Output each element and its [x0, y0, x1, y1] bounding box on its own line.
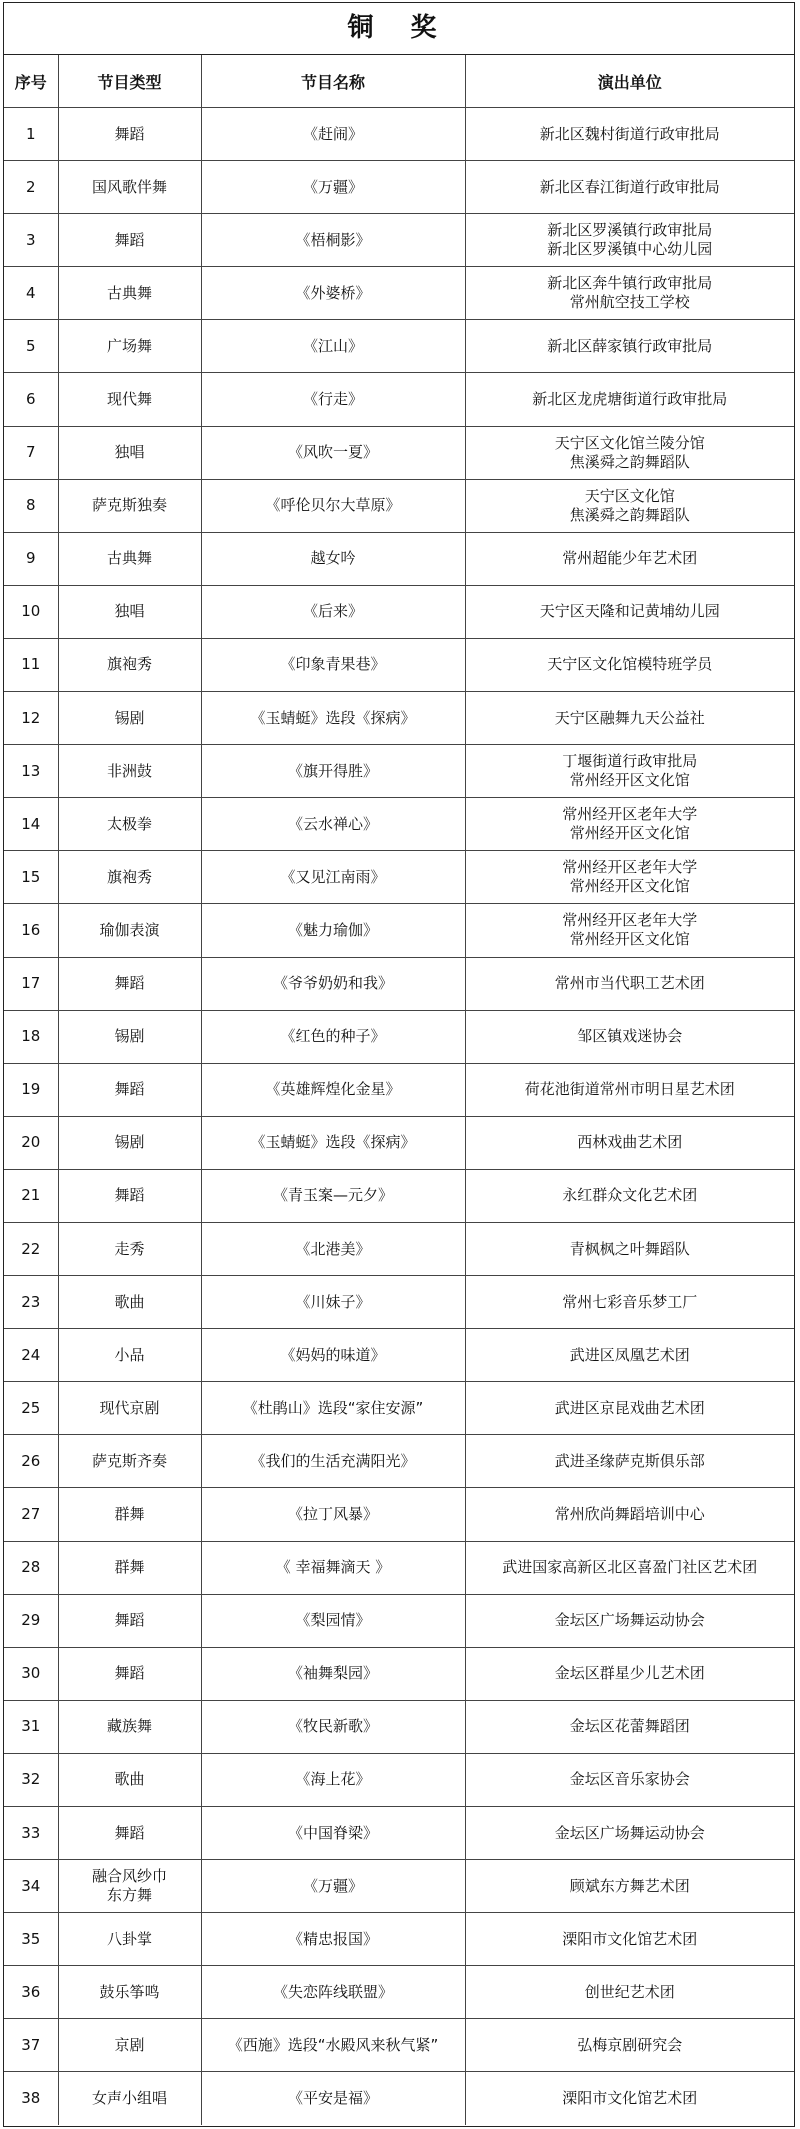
type-line: 旗袍秀 — [106, 867, 152, 886]
cell-type — [58, 1329, 201, 1382]
table-row — [4, 692, 794, 745]
cell-unit — [465, 532, 794, 585]
cell-unit — [465, 798, 794, 851]
table-row — [4, 426, 794, 479]
cell-unit — [465, 161, 794, 214]
unit-line: 溧阳市文化馆艺术团 — [562, 1929, 698, 1948]
type-line: 瑜伽表演 — [99, 920, 160, 939]
unit-line: 常州经开区老年大学 — [562, 858, 698, 877]
type-line: 舞蹈 — [114, 1664, 145, 1683]
cell-name: 《江山》 — [201, 320, 465, 373]
cell-unit — [465, 1594, 794, 1647]
cell-type — [58, 532, 201, 585]
type-line: 锡剧 — [114, 1133, 145, 1152]
unit-line: 邹区镇戏迷协会 — [577, 1027, 683, 1046]
unit-line: 武进国家高新区北区喜盈门社区艺术团 — [502, 1558, 758, 1577]
table-row — [4, 1116, 794, 1169]
cell-no: 28 — [4, 1541, 58, 1594]
cell-no: 29 — [4, 1594, 58, 1647]
cell-type — [58, 851, 201, 904]
cell-unit — [465, 1913, 794, 1966]
cell-name: 《梧桐影》 — [201, 214, 465, 267]
cell-no: 3 — [4, 214, 58, 267]
table-row — [4, 1382, 794, 1435]
unit-line: 新北区薛家镇行政审批局 — [547, 336, 713, 355]
table-body — [4, 108, 794, 2125]
cell-no: 7 — [4, 426, 58, 479]
cell-unit — [465, 1807, 794, 1860]
unit-line: 弘梅京剧研究会 — [577, 2035, 683, 2054]
table-row — [4, 745, 794, 798]
type-line: 融合风纱巾 — [91, 1867, 167, 1886]
unit-line: 武进区凤凰艺术团 — [569, 1345, 690, 1364]
award-table — [4, 55, 794, 2125]
cell-name: 《赶闹》 — [201, 108, 465, 161]
cell-name: 《平安是福》 — [201, 2072, 465, 2125]
type-line: 非洲鼓 — [106, 761, 152, 780]
cell-name: 《 幸福舞滴天 》 — [201, 1541, 465, 1594]
cell-type — [58, 1488, 201, 1541]
unit-line: 天宁区文化馆模特班学员 — [547, 655, 713, 674]
unit-line: 天宁区文化馆兰陵分馆 — [554, 433, 705, 452]
table-row — [4, 1435, 794, 1488]
table-row — [4, 2019, 794, 2072]
type-line: 群舞 — [114, 1504, 145, 1523]
table-row — [4, 161, 794, 214]
type-line: 现代舞 — [106, 390, 152, 409]
cell-type — [58, 373, 201, 426]
cell-unit — [465, 1647, 794, 1700]
cell-unit — [465, 1860, 794, 1913]
cell-no: 22 — [4, 1222, 58, 1275]
cell-name: 《川妹子》 — [201, 1276, 465, 1329]
cell-name: 《失恋阵线联盟》 — [201, 1966, 465, 2019]
table-row — [4, 1488, 794, 1541]
unit-line: 创世纪艺术团 — [584, 1982, 675, 2001]
unit-line: 常州七彩音乐梦工厂 — [562, 1292, 698, 1311]
cell-unit — [465, 638, 794, 691]
table-row — [4, 904, 794, 957]
type-line: 小品 — [114, 1345, 145, 1364]
unit-line: 永红群众文化艺术团 — [562, 1186, 698, 1205]
cell-unit — [465, 1700, 794, 1753]
table-row — [4, 1753, 794, 1806]
cell-name: 《我们的生活充满阳光》 — [201, 1435, 465, 1488]
cell-unit — [465, 957, 794, 1010]
cell-unit — [465, 1488, 794, 1541]
cell-type — [58, 1913, 201, 1966]
table-row — [4, 1222, 794, 1275]
table-title: 铜 奖 — [4, 3, 794, 55]
unit-line: 天宁区文化馆 — [584, 486, 675, 505]
cell-no: 13 — [4, 745, 58, 798]
cell-type — [58, 957, 201, 1010]
unit-line: 常州超能少年艺术团 — [562, 549, 698, 568]
unit-line: 青枫枫之叶舞蹈队 — [569, 1239, 690, 1258]
cell-type — [58, 479, 201, 532]
cell-no: 15 — [4, 851, 58, 904]
table-row — [4, 1807, 794, 1860]
cell-type — [58, 745, 201, 798]
cell-type — [58, 585, 201, 638]
table-row — [4, 585, 794, 638]
cell-type — [58, 1594, 201, 1647]
table-row — [4, 1063, 794, 1116]
cell-no: 32 — [4, 1753, 58, 1806]
cell-name: 《玉蜻蜓》选段《探病》 — [201, 692, 465, 745]
table-row — [4, 479, 794, 532]
cell-unit — [465, 1435, 794, 1488]
cell-type — [58, 214, 201, 267]
cell-no: 20 — [4, 1116, 58, 1169]
type-line: 古典舞 — [106, 283, 152, 302]
cell-no: 31 — [4, 1700, 58, 1753]
table-row — [4, 1541, 794, 1594]
cell-unit — [465, 1329, 794, 1382]
unit-line: 顾斌东方舞艺术团 — [569, 1876, 690, 1895]
cell-type — [58, 1966, 201, 2019]
type-line: 群舞 — [114, 1558, 145, 1577]
cell-unit — [465, 2072, 794, 2125]
cell-name: 《中国脊梁》 — [201, 1807, 465, 1860]
cell-name: 《拉丁风暴》 — [201, 1488, 465, 1541]
cell-unit — [465, 320, 794, 373]
table-row — [4, 1276, 794, 1329]
table-row — [4, 1010, 794, 1063]
cell-name: 《旗开得胜》 — [201, 745, 465, 798]
unit-line: 金坛区音乐家协会 — [569, 1770, 690, 1789]
unit-line: 新北区奔牛镇行政审批局 — [547, 274, 713, 293]
unit-line: 武进区京昆戏曲艺术团 — [554, 1398, 705, 1417]
cell-no: 18 — [4, 1010, 58, 1063]
cell-type — [58, 426, 201, 479]
unit-line: 焦溪舜之韵舞蹈队 — [569, 505, 690, 524]
cell-type — [58, 1276, 201, 1329]
unit-line: 常州经开区文化馆 — [569, 930, 690, 949]
cell-type — [58, 1807, 201, 1860]
unit-line: 金坛区广场舞运动协会 — [554, 1611, 705, 1630]
unit-line: 新北区罗溪镇中心幼儿园 — [547, 240, 713, 259]
table-row — [4, 798, 794, 851]
type-line: 锡剧 — [114, 1027, 145, 1046]
header-unit: 演出单位 — [465, 55, 794, 108]
unit-line: 常州欣尚舞蹈培训中心 — [554, 1504, 705, 1523]
table-row — [4, 320, 794, 373]
cell-unit — [465, 1063, 794, 1116]
cell-unit — [465, 1010, 794, 1063]
cell-name: 《万疆》 — [201, 161, 465, 214]
cell-no: 25 — [4, 1382, 58, 1435]
table-row — [4, 1966, 794, 2019]
type-line: 独唱 — [114, 443, 145, 462]
cell-unit — [465, 1966, 794, 2019]
cell-type — [58, 798, 201, 851]
unit-line: 常州经开区老年大学 — [562, 911, 698, 930]
cell-no: 24 — [4, 1329, 58, 1382]
unit-line: 武进圣缘萨克斯俱乐部 — [554, 1451, 705, 1470]
cell-name: 《云水禅心》 — [201, 798, 465, 851]
unit-line: 常州市当代职工艺术团 — [554, 974, 705, 993]
cell-name: 《后来》 — [201, 585, 465, 638]
header-no: 序号 — [4, 55, 58, 108]
unit-line: 新北区魏村街道行政审批局 — [539, 124, 720, 143]
type-line: 藏族舞 — [106, 1717, 152, 1736]
type-line: 萨克斯齐奏 — [91, 1451, 167, 1470]
cell-type — [58, 1063, 201, 1116]
cell-name: 《西施》选段“水殿风来秋气紧” — [201, 2019, 465, 2072]
unit-line: 常州经开区文化馆 — [569, 824, 690, 843]
cell-unit — [465, 1222, 794, 1275]
type-line: 歌曲 — [114, 1770, 145, 1789]
unit-line: 新北区龙虎塘街道行政审批局 — [532, 390, 728, 409]
cell-type — [58, 904, 201, 957]
cell-type — [58, 320, 201, 373]
table-row — [4, 373, 794, 426]
table-row — [4, 638, 794, 691]
cell-name: 《万疆》 — [201, 1860, 465, 1913]
type-line: 走秀 — [114, 1239, 145, 1258]
cell-name: 越女吟 — [201, 532, 465, 585]
cell-type — [58, 2072, 201, 2125]
unit-line: 常州航空技工学校 — [569, 293, 690, 312]
cell-type — [58, 1010, 201, 1063]
table-row — [4, 1860, 794, 1913]
cell-unit — [465, 214, 794, 267]
type-line: 女声小组唱 — [91, 2089, 167, 2108]
header-type: 节目类型 — [58, 55, 201, 108]
table-row — [4, 267, 794, 320]
unit-line: 天宁区融舞九天公益社 — [554, 708, 705, 727]
cell-unit — [465, 373, 794, 426]
cell-unit — [465, 745, 794, 798]
unit-line: 常州经开区文化馆 — [569, 877, 690, 896]
cell-no: 23 — [4, 1276, 58, 1329]
cell-type — [58, 1753, 201, 1806]
unit-line: 新北区春江街道行政审批局 — [539, 177, 720, 196]
cell-unit — [465, 851, 794, 904]
cell-no: 17 — [4, 957, 58, 1010]
cell-name: 《又见江南雨》 — [201, 851, 465, 904]
cell-unit — [465, 108, 794, 161]
cell-type — [58, 1541, 201, 1594]
type-line: 东方舞 — [106, 1886, 152, 1905]
table-row — [4, 214, 794, 267]
cell-name: 《妈妈的味道》 — [201, 1329, 465, 1382]
cell-unit — [465, 426, 794, 479]
cell-unit — [465, 1169, 794, 1222]
table-row — [4, 957, 794, 1010]
cell-name: 《呼伦贝尔大草原》 — [201, 479, 465, 532]
cell-type — [58, 692, 201, 745]
cell-name: 《行走》 — [201, 373, 465, 426]
cell-unit — [465, 1382, 794, 1435]
type-line: 国风歌伴舞 — [91, 177, 167, 196]
table-row — [4, 1329, 794, 1382]
type-line: 独唱 — [114, 602, 145, 621]
cell-no: 2 — [4, 161, 58, 214]
cell-no: 26 — [4, 1435, 58, 1488]
cell-name: 《北港美》 — [201, 1222, 465, 1275]
unit-line: 丁堰街道行政审批局 — [562, 752, 698, 771]
cell-type — [58, 267, 201, 320]
unit-line: 常州经开区老年大学 — [562, 805, 698, 824]
unit-line: 新北区罗溪镇行政审批局 — [547, 221, 713, 240]
unit-line: 天宁区天隆和记黄埔幼儿园 — [539, 602, 720, 621]
table-row — [4, 108, 794, 161]
cell-no: 33 — [4, 1807, 58, 1860]
type-line: 舞蹈 — [114, 124, 145, 143]
type-line: 萨克斯独奏 — [91, 496, 167, 515]
type-line: 舞蹈 — [114, 1186, 145, 1205]
cell-no: 11 — [4, 638, 58, 691]
cell-no: 12 — [4, 692, 58, 745]
cell-unit — [465, 1276, 794, 1329]
unit-line: 荷花池街道常州市明日星艺术团 — [524, 1080, 735, 1099]
cell-type — [58, 1382, 201, 1435]
cell-no: 27 — [4, 1488, 58, 1541]
cell-type — [58, 1700, 201, 1753]
type-line: 京剧 — [114, 2035, 145, 2054]
cell-name: 《杜鹃山》选段“家住安源” — [201, 1382, 465, 1435]
cell-type — [58, 1435, 201, 1488]
cell-name: 《英雄辉煌化金星》 — [201, 1063, 465, 1116]
unit-line: 焦溪舜之韵舞蹈队 — [569, 452, 690, 471]
cell-name: 《袖舞梨园》 — [201, 1647, 465, 1700]
cell-type — [58, 1169, 201, 1222]
type-line: 广场舞 — [106, 336, 152, 355]
header-row — [4, 55, 794, 108]
award-table-document — [3, 2, 795, 2127]
type-line: 古典舞 — [106, 549, 152, 568]
cell-unit — [465, 1116, 794, 1169]
unit-line: 金坛区花蕾舞蹈团 — [569, 1717, 690, 1736]
type-line: 旗袍秀 — [106, 655, 152, 674]
type-line: 舞蹈 — [114, 1823, 145, 1842]
table-row — [4, 1700, 794, 1753]
cell-type — [58, 638, 201, 691]
unit-line: 溧阳市文化馆艺术团 — [562, 2089, 698, 2108]
cell-unit — [465, 585, 794, 638]
type-line: 舞蹈 — [114, 974, 145, 993]
type-line: 鼓乐筝鸣 — [99, 1982, 160, 2001]
cell-no: 19 — [4, 1063, 58, 1116]
cell-name: 《魅力瑜伽》 — [201, 904, 465, 957]
cell-unit — [465, 692, 794, 745]
unit-line: 常州经开区文化馆 — [569, 771, 690, 790]
cell-unit — [465, 2019, 794, 2072]
type-line: 舞蹈 — [114, 1611, 145, 1630]
type-line: 八卦掌 — [106, 1929, 152, 1948]
header-name: 节目名称 — [201, 55, 465, 108]
cell-unit — [465, 1753, 794, 1806]
table-row — [4, 1647, 794, 1700]
type-line: 太极拳 — [106, 814, 152, 833]
cell-name: 《海上花》 — [201, 1753, 465, 1806]
cell-type — [58, 1222, 201, 1275]
cell-type — [58, 161, 201, 214]
cell-no: 8 — [4, 479, 58, 532]
type-line: 舞蹈 — [114, 1080, 145, 1099]
cell-name: 《外婆桥》 — [201, 267, 465, 320]
cell-no: 38 — [4, 2072, 58, 2125]
cell-unit — [465, 1541, 794, 1594]
cell-type — [58, 2019, 201, 2072]
cell-no: 36 — [4, 1966, 58, 2019]
cell-unit — [465, 267, 794, 320]
cell-name: 《精忠报国》 — [201, 1913, 465, 1966]
cell-no: 9 — [4, 532, 58, 585]
table-row — [4, 2072, 794, 2125]
table-row — [4, 1594, 794, 1647]
table-row — [4, 1169, 794, 1222]
cell-no: 5 — [4, 320, 58, 373]
cell-no: 21 — [4, 1169, 58, 1222]
cell-no: 4 — [4, 267, 58, 320]
cell-no: 6 — [4, 373, 58, 426]
cell-name: 《爷爷奶奶和我》 — [201, 957, 465, 1010]
cell-name: 《风吹一夏》 — [201, 426, 465, 479]
table-row — [4, 532, 794, 585]
cell-name: 《牧民新歌》 — [201, 1700, 465, 1753]
cell-no: 14 — [4, 798, 58, 851]
cell-name: 《玉蜻蜓》选段《探病》 — [201, 1116, 465, 1169]
cell-unit — [465, 479, 794, 532]
cell-type — [58, 1860, 201, 1913]
cell-unit — [465, 904, 794, 957]
type-line: 舞蹈 — [114, 230, 145, 249]
cell-type — [58, 108, 201, 161]
cell-no: 10 — [4, 585, 58, 638]
cell-no: 16 — [4, 904, 58, 957]
unit-line: 金坛区群星少儿艺术团 — [554, 1664, 705, 1683]
type-line: 锡剧 — [114, 708, 145, 727]
cell-name: 《印象青果巷》 — [201, 638, 465, 691]
cell-no: 1 — [4, 108, 58, 161]
cell-type — [58, 1116, 201, 1169]
cell-no: 30 — [4, 1647, 58, 1700]
type-line: 歌曲 — [114, 1292, 145, 1311]
table-row — [4, 1913, 794, 1966]
cell-type — [58, 1647, 201, 1700]
cell-no: 37 — [4, 2019, 58, 2072]
cell-name: 《红色的种子》 — [201, 1010, 465, 1063]
unit-line: 金坛区广场舞运动协会 — [554, 1823, 705, 1842]
cell-no: 35 — [4, 1913, 58, 1966]
unit-line: 西林戏曲艺术团 — [577, 1133, 683, 1152]
table-row — [4, 851, 794, 904]
cell-no: 34 — [4, 1860, 58, 1913]
type-line: 现代京剧 — [99, 1398, 160, 1417]
cell-name: 《青玉案—元夕》 — [201, 1169, 465, 1222]
cell-name: 《梨园情》 — [201, 1594, 465, 1647]
